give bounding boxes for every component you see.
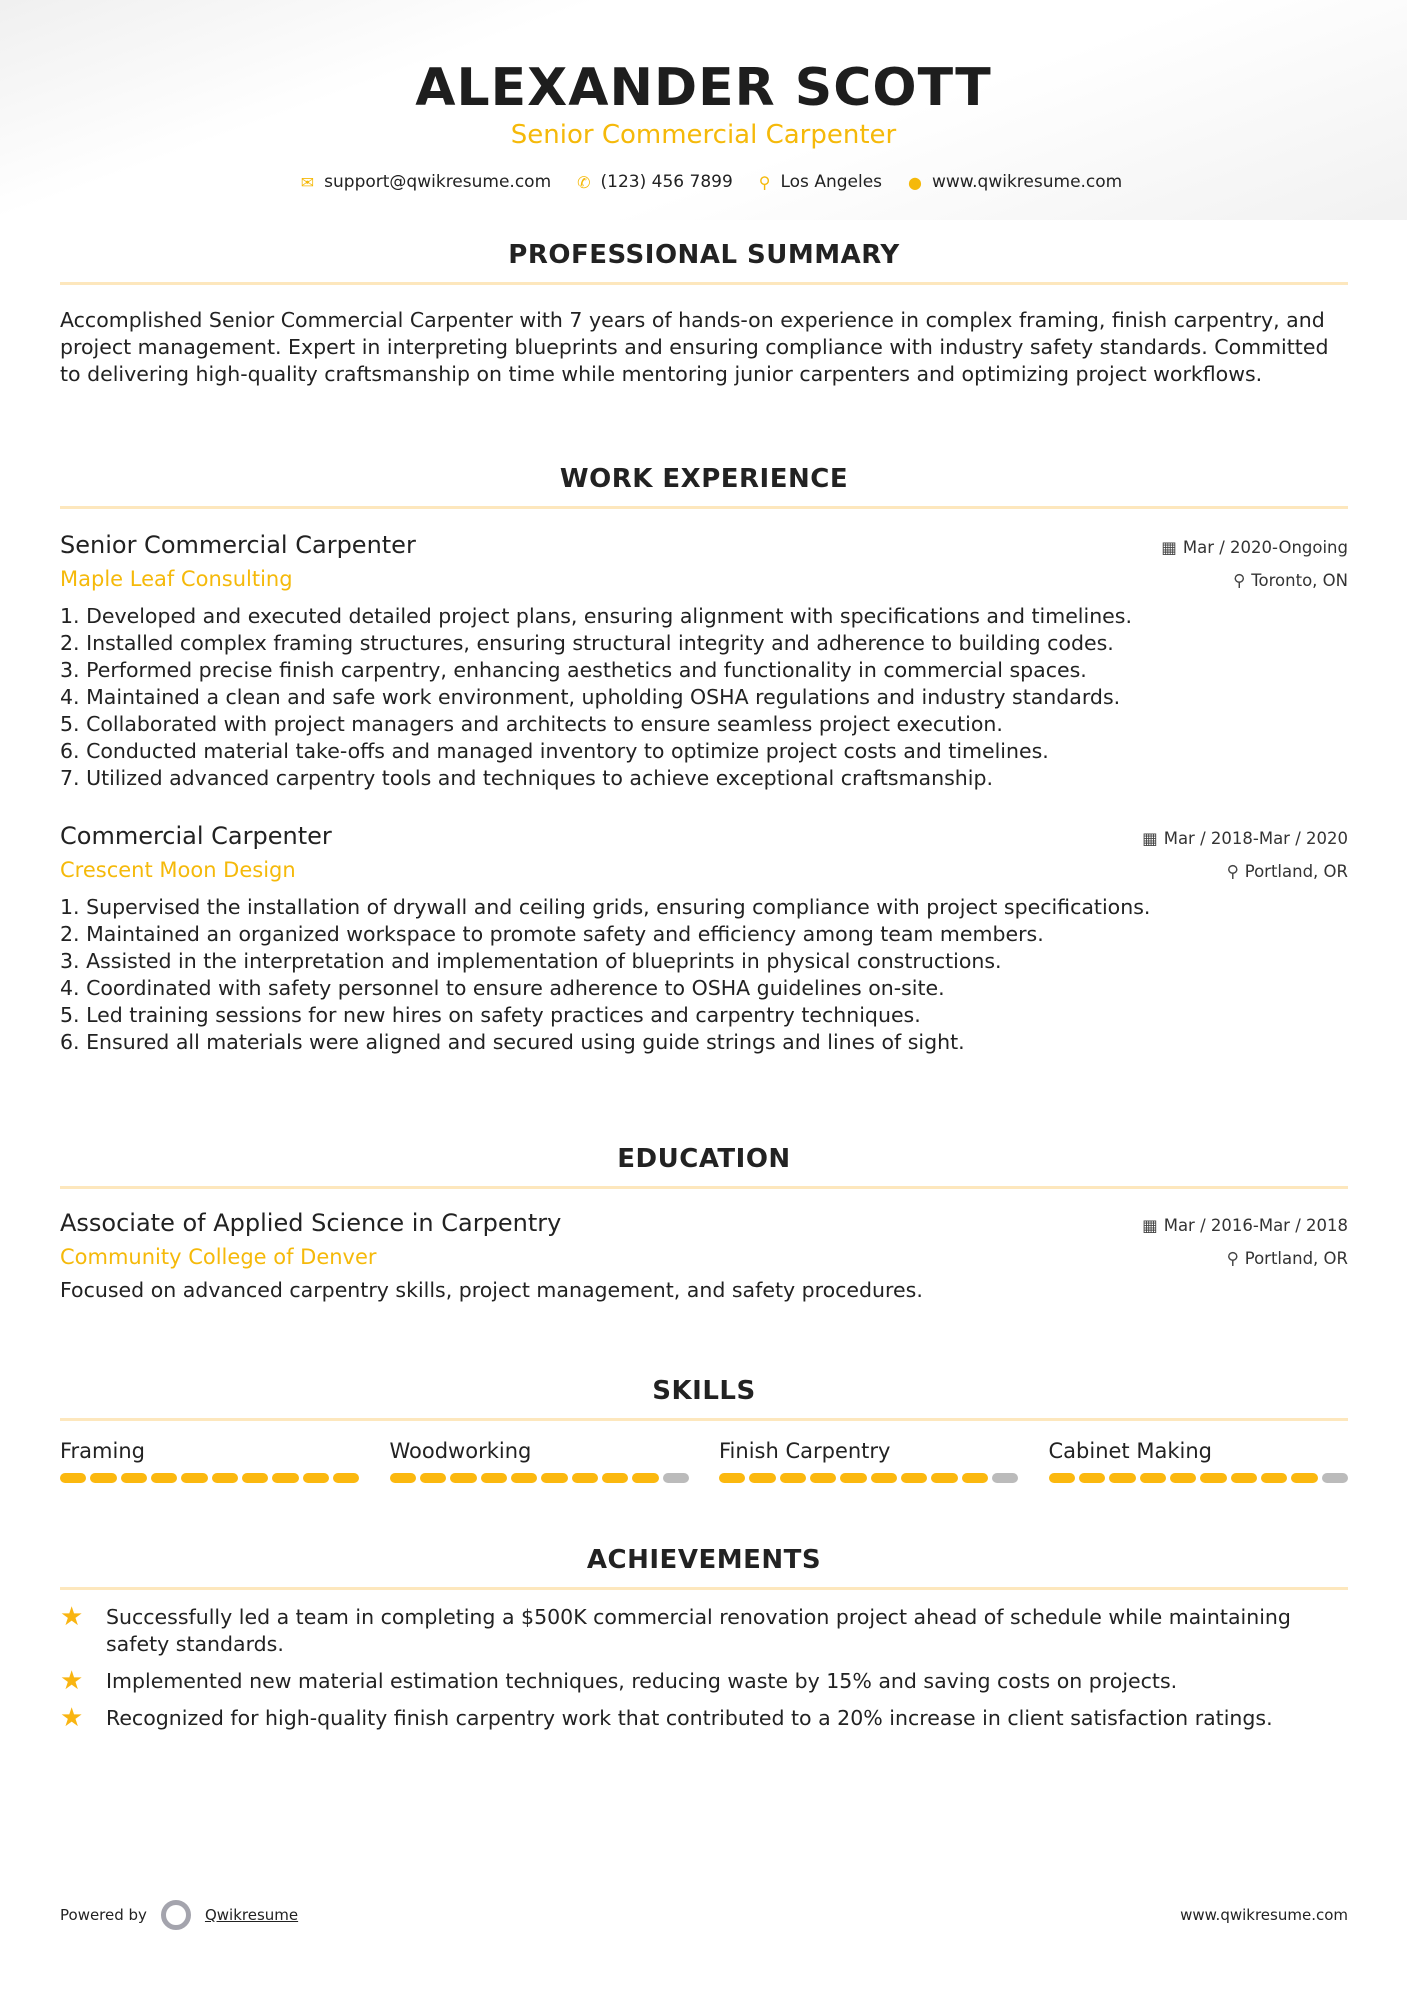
skill-item [1049, 1439, 1349, 1483]
bullet-item: 5. Led training sessions for new hires on safety practices and carpentry techniques. [60, 1003, 921, 1027]
skill-segment [810, 1473, 836, 1483]
bullet-item: 3. Assisted in the interpretation and implementation of blueprints in physical constructions. [60, 949, 1002, 973]
location-pin-icon: ⚲ [758, 172, 771, 192]
skill-segment [90, 1473, 116, 1483]
edu-location: Portland, OR [1244, 1249, 1348, 1268]
section-heading: EDUCATION [60, 1144, 1348, 1189]
bullet-item: 6. Conducted material take-offs and managed inventory to optimize project costs and timelines. [60, 739, 1049, 763]
location: Los Angeles [780, 172, 883, 192]
pin-icon: ⚲ [1226, 862, 1239, 881]
skill-segment [1322, 1473, 1348, 1483]
qwikresume-logo-icon [161, 1900, 191, 1930]
skill-segment [572, 1473, 598, 1483]
skill-item [390, 1439, 690, 1483]
bullet-item: 4. Maintained a clean and safe work environment, upholding OSHA regulations and industry standards. [60, 685, 1121, 709]
skill-item [719, 1439, 1019, 1483]
skill-segment [1049, 1473, 1075, 1483]
bullet-item: 2. Maintained an organized workspace to promote safety and efficiency among team members. [60, 922, 1044, 946]
skill-name: Framing [60, 1439, 145, 1463]
skill-segment [602, 1473, 628, 1483]
star-icon: ★ [60, 1666, 84, 1696]
edu-date: Mar / 2016-Mar / 2018 [1163, 1216, 1348, 1235]
job-entry [60, 531, 1348, 792]
job-location: Portland, OR [1244, 862, 1348, 881]
brand-link[interactable]: Qwikresume [204, 1906, 299, 1924]
bullet-item: 6. Ensured all materials were aligned and secured using guide strings and lines of sight. [60, 1030, 965, 1054]
skill-segment [541, 1473, 567, 1483]
skill-segment [1291, 1473, 1317, 1483]
pin-icon: ⚲ [1233, 571, 1246, 590]
bullet-item: 7. Utilized advanced carpentry tools and techniques to achieve exceptional craftsmanship. [60, 766, 994, 790]
achievement-text: Successfully led a team in completing a $500K commercial renovation project ahead of schedule while maintaining safety standards. [106, 1605, 1291, 1656]
skill-segment [1140, 1473, 1166, 1483]
skill-segment [1261, 1473, 1287, 1483]
skill-segment [242, 1473, 268, 1483]
section-heading: ACHIEVEMENTS [60, 1545, 1348, 1590]
bullet-item: 3. Performed precise finish carpentry, enhancing aesthetics and functionality in commercial spaces. [60, 658, 1087, 682]
calendar-icon: ▦ [1142, 829, 1158, 848]
skills-section [60, 1376, 1348, 1483]
phone: (123) 456 7899 [600, 172, 733, 192]
job-date: Mar / 2018-Mar / 2020 [1163, 829, 1348, 848]
experience-section [60, 464, 1348, 1056]
bullet-item: 2. Installed complex framing structures, ensuring structural integrity and adherence to building codes. [60, 631, 1114, 655]
section-heading: SKILLS [60, 1376, 1348, 1421]
bullet-list [60, 894, 1348, 1056]
footer [60, 1900, 1348, 1930]
summary-section [60, 240, 1348, 388]
skill-segment [420, 1473, 446, 1483]
skill-level-bar [60, 1473, 360, 1483]
education-section [60, 1144, 1348, 1304]
bullet-item: 4. Coordinated with safety personnel to ensure adherence to OSHA guidelines on-site. [60, 976, 945, 1000]
skill-level-bar [1049, 1473, 1349, 1483]
candidate-name: ALEXANDER SCOTT [415, 58, 992, 118]
skill-segment [511, 1473, 537, 1483]
company: Maple Leaf Consulting [60, 567, 293, 591]
skill-segment [871, 1473, 897, 1483]
website[interactable]: www.qwikresume.com [931, 172, 1123, 192]
calendar-icon: ▦ [1161, 538, 1177, 557]
skill-segment [719, 1473, 745, 1483]
bullet-item: 5. Collaborated with project managers and architects to ensure seamless project execution. [60, 712, 1003, 736]
email-icon: ✉ [300, 172, 315, 192]
star-icon: ★ [60, 1703, 84, 1733]
job-entry [60, 822, 1348, 1056]
candidate-role: Senior Commercial Carpenter [510, 120, 897, 150]
achievement-item [60, 1705, 1348, 1732]
bullet-item: 1. Supervised the installation of drywall and ceiling grids, ensuring compliance with project specifications. [60, 895, 1151, 919]
footer-website[interactable]: www.qwikresume.com [1180, 1906, 1348, 1924]
email[interactable]: support@qwikresume.com [324, 172, 552, 192]
skill-segment [749, 1473, 775, 1483]
summary-text: Accomplished Senior Commercial Carpenter with 7 years of hands-on experience in complex framing, finish carpentry, and project management. Expert in interpreting blueprints and ensuring compliance with industry safety standards. Committed to delivering high-quality craftsmanship on time while mentoring junior carpenters and optimizing project workflows. [60, 308, 1329, 386]
bullet-list [60, 603, 1348, 792]
phone-icon: ✆ [577, 172, 591, 192]
skill-name: Finish Carpentry [719, 1439, 891, 1463]
skill-segment [1231, 1473, 1257, 1483]
skill-segment [272, 1473, 298, 1483]
skill-segment [663, 1473, 689, 1483]
skill-segment [632, 1473, 658, 1483]
skill-segment [450, 1473, 476, 1483]
skill-segment [1079, 1473, 1105, 1483]
skill-name: Cabinet Making [1048, 1439, 1212, 1463]
skill-level-bar [719, 1473, 1019, 1483]
bullet-item: 1. Developed and executed detailed project plans, ensuring alignment with specifications and timelines. [60, 604, 1132, 628]
skill-segment [151, 1473, 177, 1483]
skill-segment [1109, 1473, 1135, 1483]
skill-segment [780, 1473, 806, 1483]
skill-level-bar [390, 1473, 690, 1483]
skill-item [60, 1439, 360, 1483]
edu-description: Focused on advanced carpentry skills, project management, and safety procedures. [60, 1278, 923, 1302]
skill-segment [60, 1473, 86, 1483]
skill-segment [1200, 1473, 1226, 1483]
skill-segment [1170, 1473, 1196, 1483]
section-heading: PROFESSIONAL SUMMARY [60, 240, 1348, 285]
job-location: Toronto, ON [1251, 571, 1348, 590]
pin-icon: ⚲ [1226, 1249, 1239, 1268]
globe-icon: ● [908, 172, 922, 192]
star-icon: ★ [60, 1602, 84, 1632]
company: Crescent Moon Design [60, 858, 296, 882]
achievements-section [60, 1545, 1348, 1732]
achievement-item [60, 1604, 1348, 1658]
skill-segment [931, 1473, 957, 1483]
achievement-text: Recognized for high-quality finish carpentry work that contributed to a 20% increase in client satisfaction ratings. [106, 1706, 1273, 1730]
skill-segment [121, 1473, 147, 1483]
skill-segment [303, 1473, 329, 1483]
skill-segment [481, 1473, 507, 1483]
skill-segment [390, 1473, 416, 1483]
section-heading: WORK EXPERIENCE [60, 464, 1348, 509]
skill-segment [962, 1473, 988, 1483]
achievement-text: Implemented new material estimation techniques, reducing waste by 15% and saving costs on projects. [106, 1669, 1178, 1693]
school: Community College of Denver [60, 1245, 377, 1269]
job-title: Senior Commercial Carpenter [60, 531, 416, 559]
achievement-item [60, 1668, 1348, 1695]
skill-segment [840, 1473, 866, 1483]
job-date: Mar / 2020-Ongoing [1182, 538, 1348, 557]
job-title: Commercial Carpenter [60, 822, 332, 850]
calendar-icon: ▦ [1142, 1216, 1158, 1235]
skill-segment [333, 1473, 359, 1483]
powered-by: Powered by [60, 1906, 147, 1924]
skill-name: Woodworking [389, 1439, 532, 1463]
contact-bar [0, 172, 1407, 192]
skill-segment [181, 1473, 207, 1483]
degree: Associate of Applied Science in Carpentry [60, 1209, 562, 1237]
skill-segment [992, 1473, 1018, 1483]
skill-segment [901, 1473, 927, 1483]
skill-segment [212, 1473, 238, 1483]
